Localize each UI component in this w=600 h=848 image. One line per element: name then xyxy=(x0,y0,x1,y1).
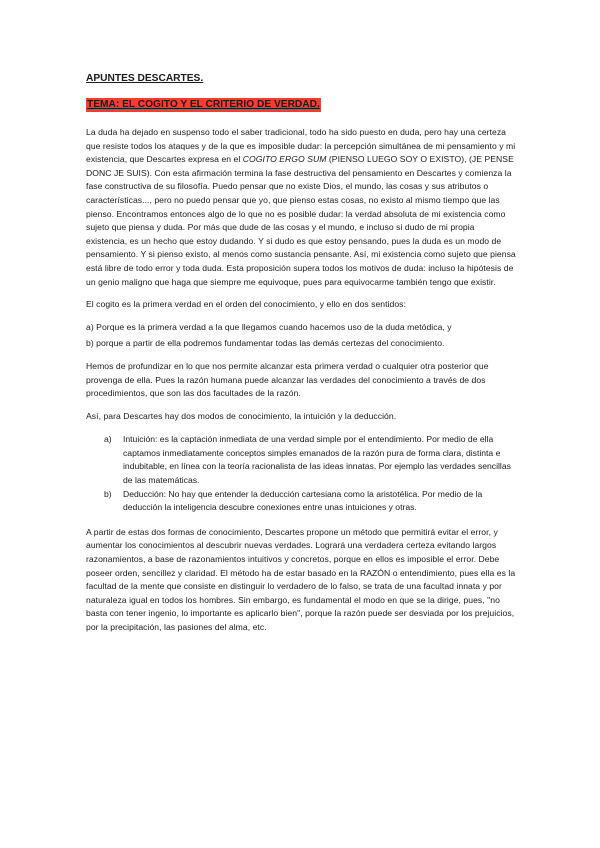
paragraph-first-truth: El cogito es la primera verdad en el orden del conocimiento, y ello en dos sentidos: xyxy=(86,299,406,310)
paragraph-reason: Hemos de profundizar en lo que nos permite alcanzar esta primera verdad o cualquier otra posterior que provenga de ella. Pues la razón humana puede alcanzar las verdades del conocimiento a través de dos procedimientos, que son las dos facultades de la razón. xyxy=(86,360,489,399)
paragraph-cogito-part1: La duda ha dejado en suspenso todo el saber tradicional, todo ha sido puesto en duda, pero hay una certeza que resiste todos los ataques y de la que es imposible dudar: la percepción simultánea de mi pensamiento y mi existencia, que Descartes expresa en el xyxy=(86,127,516,165)
cogito-ergo-sum: COGITO ERGO SUM xyxy=(242,154,327,165)
reason-a: a) Porque es la primera verdad a la que llegamos cuando hacemos uso de la duda metódica, y xyxy=(86,321,452,332)
paragraph-cogito-part2: (PIENSO LUEGO SOY O EXISTO), (JE PENSE DONC JE SUIS). Con esta afirmación termina la fase destructiva del pensamiento en Descartes y comienza la fase constructiva de su filosofía. Puedo pensar que no existe Dios, el mundo, las cosas y sus atributos o características..., pero no puedo pensar que yo, que pienso estas cosas, no existo al mismo tiempo que las pienso. Encontramos entonces algo de lo que no es posible dudar: la verdad absoluta de mi existencia como sujeto que piensa y duda. Por más que dude de las cosas y el mundo, e incluso si dudo de mi propia existencia, es un hecho que estoy dudando. Y si dudo es que estoy pensando, pues la duda es un modo de pensamiento. Y si pienso existo, al menos como sustancia pensante. Así, mi existencia como sujeto que piensa está libre de todo error y toda duda. Esta proposición supera todos los motivos de duda: incluso la hipótesis de un genio maligno que haga que siempre me equivoque, pues para equivocarme también tengo que existir. xyxy=(86,154,516,287)
paragraph-method: A partir de estas dos formas de conocimiento, Descartes propone un método que permitirá evitar el error, y aumentar los conocimientos al descubrir nuevas verdades. Logrará una verdadera certeza evitando largos razonamientos, a base de razonamientos intuitivos y concretos, porque en ellos es imposible el error. Debe poseer orden, sencillez y claridad. El método ha de estar basado en la RAZÓN o entendimiento, pues ella es la facultad de la mente que consiste en distinguir lo verdadero de lo falso, se trata de una facultad innata y por naturaleza igual en todos los hombres. Sin embargo, es fundamental el modo en que se la dirige, pues, "no basta con tener ingenio, lo importante es aplicarlo bien", porque la razón puede ser desviada por los prejuicios, por la precipitación, las pasiones del alma, etc. xyxy=(86,526,516,632)
list-item-text: Intuición: es la captación inmediata de una verdad simple por el entendimiento. Por medio de ella captamos inmediatamente conceptos simples emanados de la razón pura de forma clara, distinta e indubitable, en línea con la teoría racionalista de las ideas innatas. Por ejemplo las verdades sencillas de las matemáticas. xyxy=(123,434,511,486)
list-item xyxy=(86,488,518,515)
list-item-text: Deducción: No hay que entender la deducción cartesiana como la aristotélica. Por medio de la deducción la inteligencia descubre conexiones entre unas intuiciones y otras. xyxy=(123,488,483,513)
paragraph-cogito xyxy=(86,126,518,289)
list-marker: b) xyxy=(104,488,112,499)
document-title: APUNTES DESCARTES. xyxy=(86,73,204,84)
list-marker: a) xyxy=(104,434,112,445)
modes-list xyxy=(86,433,518,515)
paragraph-modes: Así, para Descartes hay dos modos de conocimiento, la intuición y la deducción. xyxy=(86,410,397,421)
topic-heading: TEMA: EL COGITO Y EL CRITERIO DE VERDAD. xyxy=(87,99,320,110)
document-page xyxy=(86,72,518,635)
list-item xyxy=(86,433,518,487)
reason-b: b) porque a partir de ella podremos fundamentar todas las demás certezas del conocimiento. xyxy=(86,338,445,349)
